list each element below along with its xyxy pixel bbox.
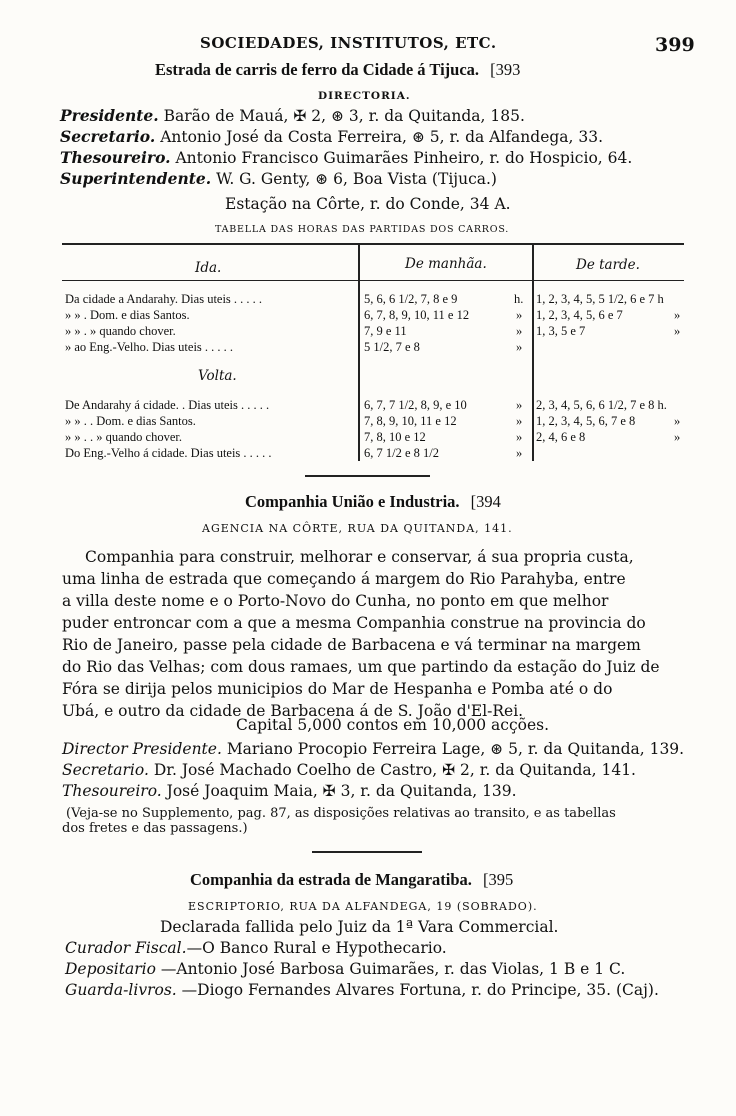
table-header-rule: [62, 280, 684, 281]
capital-line: Capital 5,000 contos em 10,000 acções.: [236, 716, 550, 734]
table-row-mark: h.: [514, 292, 524, 306]
table-row-mark: »: [674, 414, 681, 428]
officer-text: Antonio José da Costa Ferreira, ⊛ 5, r. da Alfandega, 33.: [160, 128, 604, 146]
table-row-tarde: 1, 3, 5 e 7: [536, 324, 586, 338]
col-header-tarde: De tarde.: [576, 257, 640, 273]
section-393-number: [393: [490, 60, 521, 79]
officer-text: Mariano Procopio Ferreira Lage, ⊛ 5, r. da Quitanda, 139.: [226, 740, 685, 758]
officer-role: Thesoureiro.: [62, 782, 162, 800]
paragraph-line: a villa deste nome e o Porto-Novo do Cunha, no ponto em que melhor: [62, 592, 609, 610]
table-row-manha: 7, 9 e 11: [364, 324, 407, 338]
officer-line: [62, 761, 636, 779]
officer-text: Antonio Francisco Guimarães Pinheiro, r. do Hospicio, 64.: [175, 149, 633, 167]
paragraph-line: puder entroncar com a que a mesma Companhia construe na provincia do: [62, 614, 646, 632]
office-line: ESCRIPTORIO, RUA DA ALFANDEGA, 19 (SOBRADO).: [188, 900, 538, 913]
section-393-heading: [155, 60, 520, 80]
officer-role: Superintendente.: [60, 169, 212, 188]
officer-line: [62, 782, 517, 800]
table-row-mark: »: [674, 430, 681, 444]
officer-line: [60, 106, 525, 125]
declared-line: Declarada fallida pelo Juiz da 1ª Vara Commercial.: [160, 918, 559, 936]
table-row-tarde: 2, 3, 4, 5, 6, 6 1/2, 7 e 8 h.: [536, 398, 667, 412]
table-top-rule: [62, 243, 684, 245]
officer-text: —Antonio José Barbosa Guimarães, r. das Violas, 1 B e 1 C.: [160, 960, 626, 978]
officer-role: Thesoureiro.: [60, 148, 171, 167]
officer-line: [60, 169, 497, 188]
paragraph-line: uma linha de estrada que começando á margem do Rio Parahyba, entre: [62, 570, 626, 588]
paragraph-line: Rio de Janeiro, passe pela cidade de Barbacena e vá terminar na margem: [62, 636, 641, 654]
page-number: 399: [655, 34, 695, 56]
officer-line: [65, 939, 447, 957]
paragraph-line: Companhia para construir, melhorar e conservar, á sua propria custa,: [85, 548, 634, 566]
supplement-note-line: (Veja-se no Supplemento, pag. 87, as disposições relativas ao transito, e as tabellas: [66, 806, 616, 821]
table-row-mark: »: [516, 398, 523, 412]
officer-role: Secretario.: [62, 761, 149, 779]
running-title: SOCIEDADES, INSTITUTOS, ETC.: [200, 34, 497, 52]
table-row-mark: »: [516, 446, 523, 460]
officer-text: José Joaquim Maia, ✠ 3, r. da Quitanda, 139.: [166, 782, 517, 800]
officer-role: Director Presidente.: [62, 740, 222, 758]
table-row-tarde: 1, 2, 3, 4, 5, 5 1/2, 6 e 7 h: [536, 292, 664, 306]
table-row-route: De Andarahy á cidade. . Dias uteis . . . . .: [65, 398, 270, 412]
table-col-divider: [532, 243, 534, 461]
volta-label: Volta.: [198, 368, 237, 384]
table-row-manha: 6, 7, 7 1/2, 8, 9, e 10: [364, 398, 467, 412]
officer-line: [65, 981, 659, 999]
table-col-divider: [358, 243, 360, 461]
officer-line: [65, 960, 625, 978]
officer-line: [60, 127, 603, 146]
table-row-mark: »: [516, 340, 523, 354]
table-row-mark: »: [674, 308, 681, 322]
station-line: Estação na Côrte, r. do Conde, 34 A.: [225, 195, 511, 213]
section-divider: [305, 475, 430, 477]
paragraph-line: Ubá, e outro da cidade de Barbacena á de S. João d'El-Rei.: [62, 702, 524, 720]
officer-role: Presidente.: [60, 106, 159, 125]
officer-text: Barão de Mauá, ✠ 2, ⊛ 3, r. da Quitanda, 185.: [163, 107, 525, 125]
table-row-route: » » . . » quando chover.: [65, 430, 182, 444]
section-395-title: Companhia da estrada de Mangaratiba.: [190, 870, 472, 889]
section-393-title: Estrada de carris de ferro da Cidade á Tijuca.: [155, 60, 480, 79]
table-row-route: Da cidade a Andarahy. Dias uteis . . . . .: [65, 292, 263, 306]
table-row-route: Do Eng.-Velho á cidade. Dias uteis . . . . .: [65, 446, 272, 460]
officer-text: Dr. José Machado Coelho de Castro, ✠ 2, r. da Quitanda, 141.: [153, 761, 636, 779]
officer-text: —Diogo Fernandes Alvares Fortuna, r. do Principe, 35. (Caj).: [181, 981, 659, 999]
table-row-manha: 6, 7, 8, 9, 10, 11 e 12: [364, 308, 470, 322]
table-row-route: » » . » quando chover.: [65, 324, 176, 338]
table-row-mark: »: [516, 430, 523, 444]
officer-role: Secretario.: [60, 127, 156, 146]
table-row-manha: 7, 8, 10 e 12: [364, 430, 426, 444]
agency-line: AGENCIA NA CÔRTE, RUA DA QUITANDA, 141.: [202, 522, 513, 535]
table-row-route: » ao Eng.-Velho. Dias uteis . . . . .: [65, 340, 234, 354]
officer-role: Depositario: [65, 960, 156, 978]
table-row-mark: »: [516, 308, 523, 322]
table-row-tarde: 2, 4, 6 e 8: [536, 430, 586, 444]
col-header-ida: Ida.: [195, 260, 222, 276]
table-row-mark: »: [516, 324, 523, 338]
table-row-mark: »: [674, 324, 681, 338]
section-394-title: Companhia União e Industria.: [245, 492, 460, 511]
officer-role: Curador Fiscal.: [65, 939, 187, 957]
table-row-route: » » . . Dom. e dias Santos.: [65, 414, 196, 428]
directoria-subhead: DIRECTORIA.: [318, 90, 411, 102]
paragraph-line: Fóra se dirija pelos municipios do Mar de Hespanha e Pomba até o do: [62, 680, 613, 698]
col-header-manha: De manhãa.: [405, 256, 487, 272]
table-row-tarde: 1, 2, 3, 4, 5, 6, 7 e 8: [536, 414, 636, 428]
table-row-tarde: 1, 2, 3, 4, 5, 6 e 7: [536, 308, 623, 322]
table-row-manha: 6, 7 1/2 e 8 1/2: [364, 446, 439, 460]
table-row-route: » » . Dom. e dias Santos.: [65, 308, 190, 322]
officer-role: Guarda-livros.: [65, 981, 177, 999]
supplement-note-line: dos fretes e das passagens.): [62, 821, 248, 836]
table-row-manha: 7, 8, 9, 10, 11 e 12: [364, 414, 457, 428]
officer-line: [60, 148, 632, 167]
table-row-manha: 5, 6, 6 1/2, 7, 8 e 9: [364, 292, 458, 306]
section-394-number: [394: [470, 492, 501, 511]
table-caption: TABELLA DAS HORAS DAS PARTIDAS DOS CARROS.: [215, 224, 510, 235]
officer-line: [62, 740, 684, 758]
section-395-heading: [190, 870, 513, 890]
section-395-number: [395: [483, 870, 514, 889]
officer-text: —O Banco Rural e Hypothecario.: [186, 939, 447, 957]
officer-text: W. G. Genty, ⊛ 6, Boa Vista (Tijuca.): [216, 170, 497, 188]
table-row-manha: 5 1/2, 7 e 8: [364, 340, 420, 354]
table-row-mark: »: [516, 414, 523, 428]
section-divider: [312, 851, 422, 853]
paragraph-line: do Rio das Velhas; com dous ramaes, um que partindo da estação do Juiz de: [62, 658, 660, 676]
section-394-heading: [245, 492, 501, 512]
